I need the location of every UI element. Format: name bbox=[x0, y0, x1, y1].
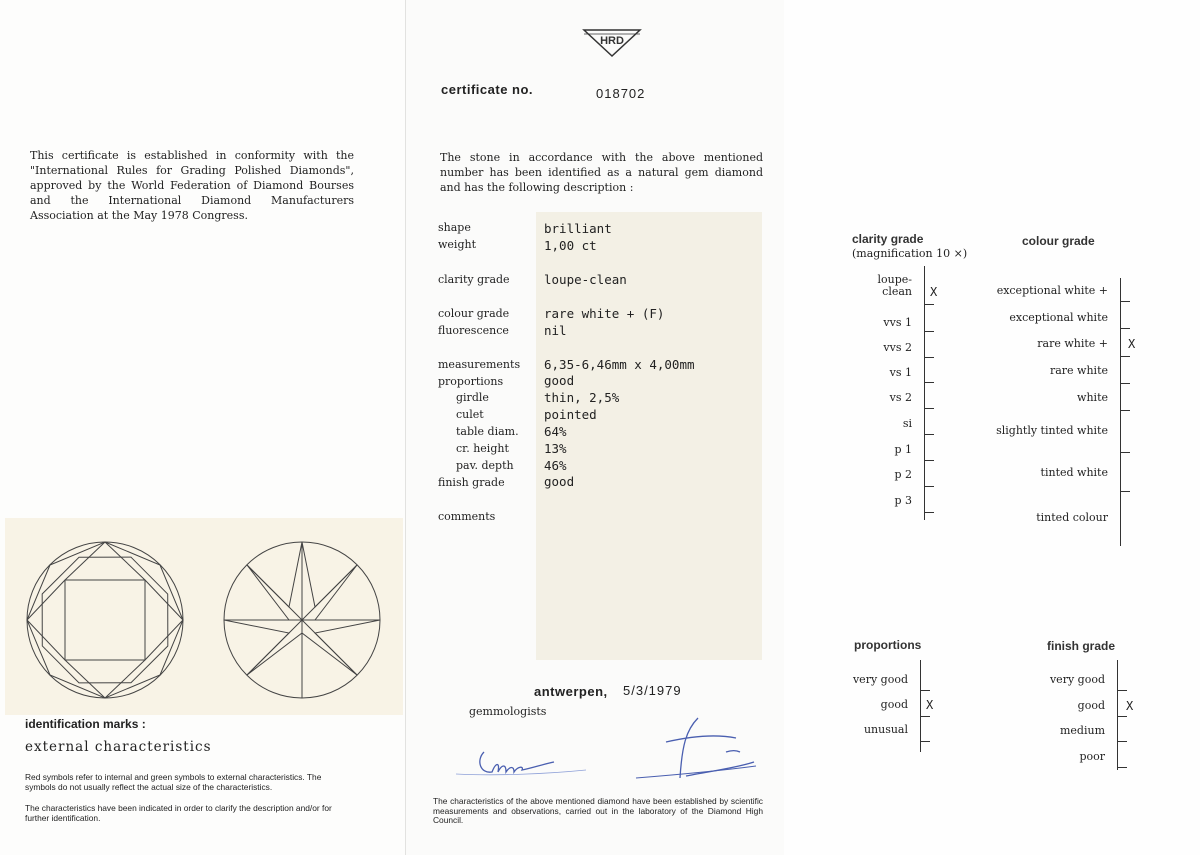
colour-tick bbox=[1120, 301, 1130, 302]
proportions-title: proportions bbox=[854, 638, 922, 652]
colour-grade-title: colour grade bbox=[1022, 234, 1095, 248]
clarity-grade-title: clarity grade bbox=[852, 232, 924, 246]
colour-scale-line bbox=[1120, 278, 1121, 546]
finish-tick bbox=[1117, 716, 1127, 717]
field-label-pav-depth: pav. depth bbox=[456, 459, 514, 472]
finish-scale-line bbox=[1117, 660, 1118, 770]
middle-panel bbox=[405, 0, 785, 855]
right-panel bbox=[784, 0, 1200, 855]
finish-medium: medium bbox=[1059, 724, 1105, 737]
field-label-comments: comments bbox=[438, 510, 496, 523]
clarity-grade-p3: p 3 bbox=[894, 494, 912, 507]
hrd-logo-icon bbox=[581, 24, 643, 58]
field-label-girdle: girdle bbox=[456, 391, 489, 404]
left-panel bbox=[0, 0, 405, 855]
clarity-grade-vs2: vs 2 bbox=[889, 391, 912, 404]
field-label-shape: shape bbox=[438, 221, 471, 234]
gemmologists-label: gemmologists bbox=[469, 705, 547, 718]
hrd-logo bbox=[581, 24, 643, 62]
finish-tick bbox=[1117, 741, 1127, 742]
field-value-shape: brilliant bbox=[544, 221, 612, 236]
clarity-tick bbox=[924, 382, 934, 383]
field-value-finish: good bbox=[544, 474, 575, 489]
colour-selected-mark: X bbox=[1128, 337, 1136, 351]
diamond-diagram-area bbox=[5, 518, 403, 715]
clarity-tick bbox=[924, 357, 934, 358]
field-value-clarity: loupe-clean bbox=[544, 272, 627, 287]
colour-tick bbox=[1120, 452, 1130, 453]
finish-poor: poor bbox=[1079, 750, 1105, 763]
field-value-colour: rare white + (F) bbox=[544, 306, 665, 321]
svg-text:HRD: HRD bbox=[600, 35, 624, 47]
field-value-pav-depth: 46% bbox=[544, 458, 567, 473]
colour-tick bbox=[1120, 491, 1130, 492]
signature-2 bbox=[666, 718, 754, 778]
colour-grade-tinted-white: tinted white bbox=[1040, 466, 1108, 479]
field-value-proportions: good bbox=[544, 373, 575, 388]
colour-tick bbox=[1120, 383, 1130, 384]
external-characteristics-text: external characteristics bbox=[25, 739, 212, 755]
clarify-note: The characteristics have been indicated in order to clarify the description and/or for further identification. bbox=[25, 803, 332, 823]
colour-grade-slightly-tinted-white: slightly tinted white bbox=[996, 424, 1108, 437]
clarity-grade-vvs1: vvs 1 bbox=[883, 316, 912, 329]
field-label-table-diam: table diam. bbox=[456, 425, 519, 438]
field-label-measurements: measurements bbox=[438, 358, 521, 371]
clarity-magnification: (magnification 10 ×) bbox=[852, 247, 968, 260]
field-value-measurements: 6,35-6,46mm x 4,00mm bbox=[544, 357, 695, 372]
clarity-grade-vvs2: vvs 2 bbox=[883, 341, 912, 354]
field-value-culet: pointed bbox=[544, 407, 597, 422]
proportions-tick bbox=[920, 716, 930, 717]
proportions-very-good: very good bbox=[852, 673, 908, 686]
clarity-selected-mark: X bbox=[930, 285, 938, 299]
finish-grade-title: finish grade bbox=[1047, 639, 1116, 653]
field-value-fluorescence: nil bbox=[544, 323, 567, 338]
field-label-weight: weight bbox=[438, 238, 476, 251]
pavilion-view-diagram bbox=[224, 542, 380, 698]
proportions-scale-line bbox=[920, 660, 921, 752]
finish-good: good bbox=[1077, 699, 1105, 712]
finish-tick bbox=[1117, 690, 1127, 691]
issue-place: antwerpen, bbox=[534, 684, 608, 699]
colour-grade-rare-white-plus: rare white + bbox=[1037, 337, 1108, 350]
colour-grade-rare-white: rare white bbox=[1049, 364, 1108, 377]
proportions-tick bbox=[920, 690, 930, 691]
finish-selected-mark: X bbox=[1126, 699, 1134, 713]
field-value-girdle: thin, 2,5% bbox=[544, 390, 620, 405]
certificate-number-label: certificate no. bbox=[441, 82, 534, 97]
field-label-cr-height: cr. height bbox=[456, 442, 509, 455]
conformity-statement: This certificate is established in conformity with the "International Rules for Grading Polished Diamonds", approved by the World Federation of Diamond Bourses and the International Diamond Manufacturers Association at the May 1978 Congress. bbox=[30, 149, 354, 222]
colour-grade-tinted-colour: tinted colour bbox=[1036, 511, 1108, 524]
crown-view-diagram bbox=[16, 531, 194, 709]
proportions-selected-mark: X bbox=[926, 698, 934, 712]
clarity-grade-p2: p 2 bbox=[894, 468, 912, 481]
colour-tick bbox=[1120, 356, 1130, 357]
signatures-image bbox=[436, 712, 766, 792]
clarity-tick bbox=[924, 512, 934, 513]
clarity-grade-p1: p 1 bbox=[894, 443, 912, 456]
proportions-unusual: unusual bbox=[863, 723, 908, 736]
field-label-proportions: proportions bbox=[438, 375, 504, 388]
field-label-colour: colour grade bbox=[438, 307, 510, 320]
field-label-fluorescence: fluorescence bbox=[438, 324, 509, 337]
colour-tick bbox=[1120, 410, 1130, 411]
certificate-number: 018702 bbox=[596, 86, 646, 101]
gemmologist-signatures bbox=[436, 712, 766, 796]
finish-tick bbox=[1117, 767, 1127, 768]
symbols-note: Red symbols refer to internal and green symbols to external characteristics. The symbols do not usually reflect the actual size of the characteristics. bbox=[25, 772, 322, 792]
clarity-tick bbox=[924, 304, 934, 305]
brilliant-cut-diagrams bbox=[5, 518, 403, 715]
clarity-tick bbox=[924, 460, 934, 461]
colour-tick bbox=[1120, 328, 1130, 329]
clarity-tick bbox=[924, 434, 934, 435]
proportions-good: good bbox=[880, 698, 908, 711]
description-intro: The stone in accordance with the above mentioned number has been identified as a natural gem diamond and has the following description : bbox=[440, 151, 763, 194]
colour-grade-exceptional-white: exceptional white bbox=[1009, 311, 1108, 324]
finish-very-good: very good bbox=[1049, 673, 1105, 686]
field-value-table-diam: 64% bbox=[544, 424, 567, 439]
clarity-grade-vs1: vs 1 bbox=[889, 366, 912, 379]
colour-grade-exceptional-white-plus: exceptional white + bbox=[996, 284, 1108, 297]
clarity-grade-si: si bbox=[902, 417, 912, 430]
clarity-tick bbox=[924, 408, 934, 409]
laboratory-footer: The characteristics of the above mentioned diamond have been established by scientific measurements and observations, carried out in the laboratory of the Diamond High Council. bbox=[433, 796, 763, 826]
signature-1 bbox=[480, 752, 554, 772]
clarity-tick bbox=[924, 331, 934, 332]
issue-date: 5/3/1979 bbox=[623, 683, 682, 698]
identification-marks-label: identification marks : bbox=[25, 717, 146, 731]
colour-grade-white: white bbox=[1077, 391, 1108, 404]
field-value-weight: 1,00 ct bbox=[544, 238, 597, 253]
proportions-tick bbox=[920, 741, 930, 742]
signature-2-underline bbox=[636, 766, 756, 778]
clarity-tick bbox=[924, 486, 934, 487]
field-label-culet: culet bbox=[456, 408, 484, 421]
field-label-finish: finish grade bbox=[438, 476, 505, 489]
clarity-grade-loupe-clean: loupe- clean bbox=[877, 273, 912, 298]
field-value-cr-height: 13% bbox=[544, 441, 567, 456]
field-label-clarity: clarity grade bbox=[438, 273, 510, 286]
